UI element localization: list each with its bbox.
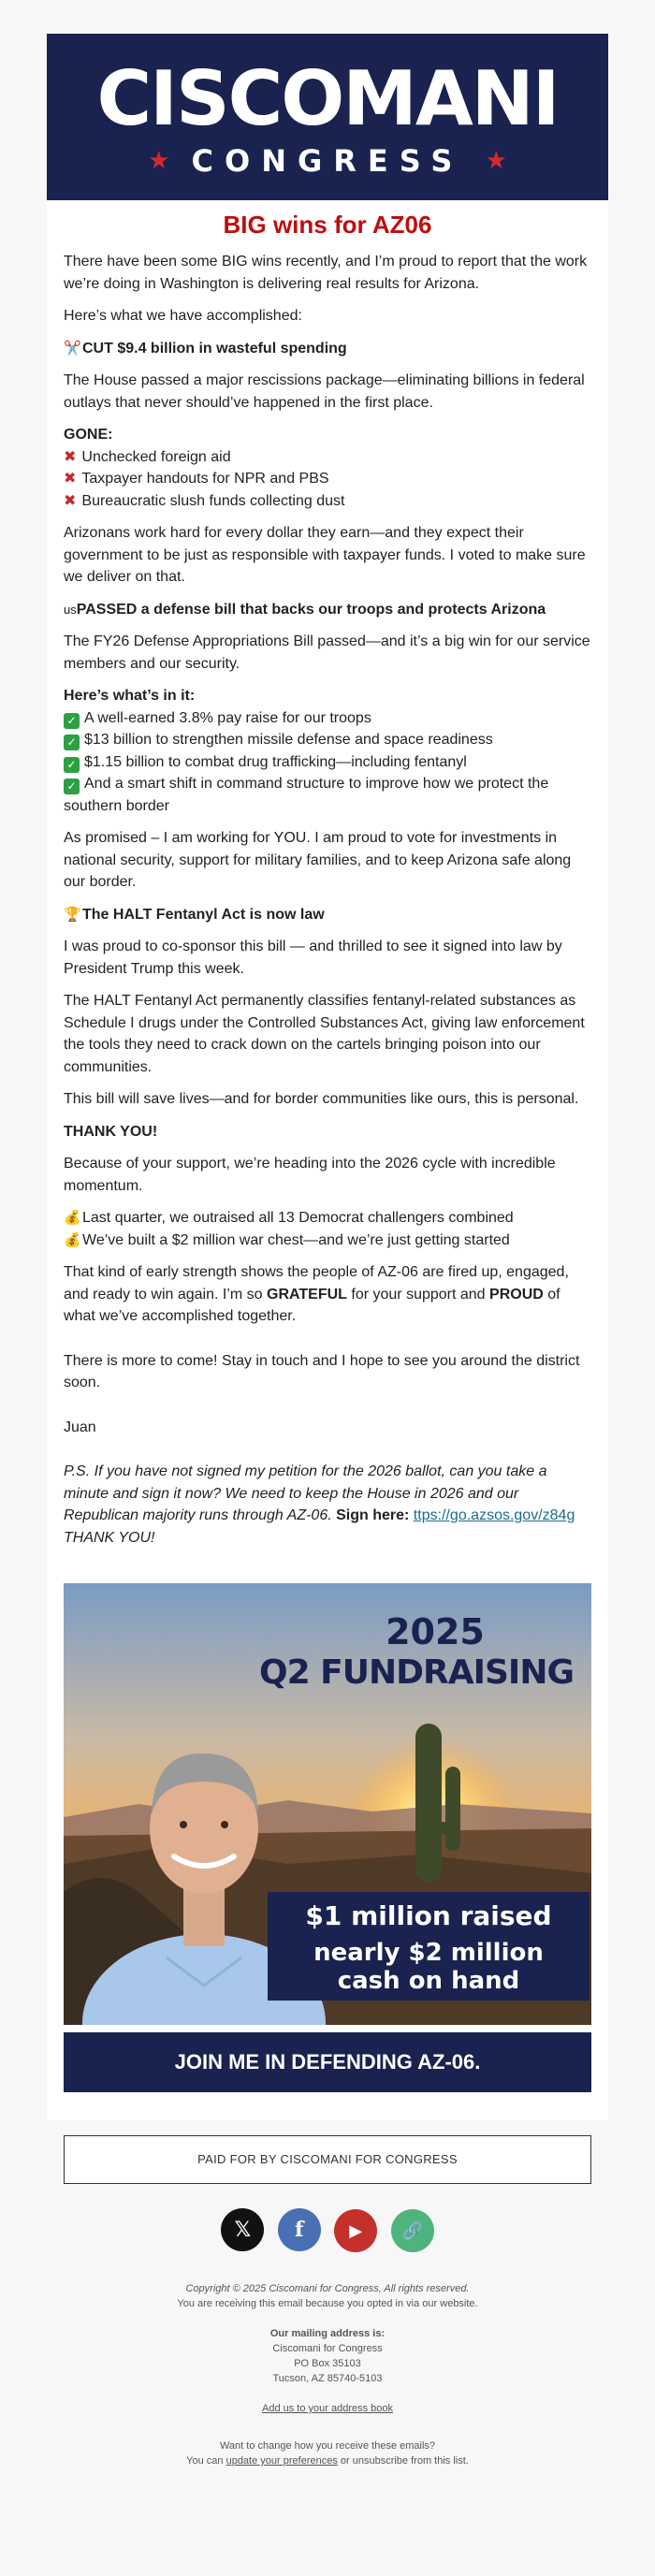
header-banner: [47, 34, 608, 200]
logo-congress: CONGRESS: [191, 143, 464, 179]
paid-for-disclaimer: PAID FOR BY CISCOMANI FOR CONGRESS: [64, 2135, 591, 2184]
add-to-addressbook-link[interactable]: Add us to your address book: [261, 2403, 394, 2414]
thanks-heading: THANK YOU!: [64, 1123, 158, 1140]
scissors-icon: ✂️: [64, 340, 81, 357]
checkmark-icon: ✓: [64, 757, 80, 773]
fundraising-list: [64, 1207, 591, 1251]
footer-address-line: Ciscomani for Congress: [272, 2343, 383, 2354]
trophy-icon: 🏆: [64, 906, 81, 923]
checkmark-icon: ✓: [64, 713, 80, 729]
ps-paragraph: P.S. If you have not signed my petition for the 2026 ballot, can you take a minute and sign it now? We need to keep the House in 2026 and our Republican majority runs through AZ-06. Sign here: ttps://go.azsos.gov/z84g THANK YOU!: [64, 1463, 575, 1546]
section-cut-heading: ✂️CUT $9.4 billion in wasteful spending: [64, 338, 591, 360]
petition-link[interactable]: ttps://go.azsos.gov/z84g: [413, 1507, 575, 1523]
section-cut-body: The House passed a major rescissions package—eliminating billions in federal outlays that never should’ve happened in the first place.: [64, 372, 585, 411]
defense-list-label: Here’s what’s in it:: [64, 688, 196, 704]
hero-cash-line1: nearly $2 million: [313, 1939, 544, 1967]
list-item: ✖ Taxpayer handouts for NPR and PBS: [64, 471, 329, 487]
footer-optin: You are receiving this email because you opted in via our website.: [177, 2298, 478, 2309]
cross-icon: ✖: [64, 492, 77, 509]
list-item: ✓ And a smart shift in command structure to improve how we protect the southern border: [64, 776, 549, 814]
update-preferences-link[interactable]: update your preferences: [226, 2455, 338, 2467]
section-defense-body: The FY26 Defense Appropriations Bill passed—and it’s a big win for our service members and our security.: [64, 633, 590, 672]
join-cta-button[interactable]: JOIN ME IN DEFENDING AZ-06.: [64, 2032, 591, 2092]
hero-cash-line2: cash on hand: [337, 1967, 520, 1995]
logo-subtitle: [47, 142, 608, 180]
hero-raised: $1 million raised: [305, 1900, 552, 1931]
email-body: [64, 251, 591, 1559]
star-icon: ★: [148, 147, 170, 175]
unsubscribe-link[interactable]: unsubscribe from this list: [352, 2455, 466, 2467]
footer-preferences-row: You can update your preferences or unsubscribe from this list.: [186, 2455, 469, 2467]
more-paragraph: There is more to come! Stay in touch and I hope to see you around the district soon.: [64, 1352, 580, 1390]
section-defense-closing: As promised – I am working for YOU. I am proud to vote for investments in national security, support for military families, and to keep Arizona safe along our border.: [64, 830, 572, 890]
logo-name: CISCOMANI: [96, 55, 559, 142]
facebook-icon[interactable]: f: [278, 2208, 321, 2251]
footer-address-line: Tucson, AZ 85740-5103: [272, 2373, 383, 2384]
section-halt-heading: 🏆The HALT Fentanyl Act is now law: [64, 904, 591, 926]
gone-label: GONE:: [64, 427, 113, 443]
hero-year: 2025: [386, 1611, 485, 1652]
footer-addressbook-row: [0, 2401, 655, 2416]
section-halt-p2: The HALT Fentanyl Act permanently classifies fentanyl-related substances as Schedule I drugs under the Controlled Substances Act, giving law enforcement the tools they need to crack down on the cartels bringing poison into our communities.: [64, 993, 585, 1075]
strength-paragraph: That kind of early strength shows the people of AZ-06 are fired up, engaged, and ready to win again. I’m so GRATEFUL for your support and PROUD of what we’ve accomplished together.: [64, 1264, 569, 1324]
section-halt-p1: I was proud to co-sponsor this bill — and thrilled to see it signed into law by President Trump this week.: [64, 939, 562, 977]
footer-copyright: Copyright © 2025 Ciscomani for Congress, All rights reserved.: [185, 2283, 470, 2294]
fundraising-hero-image[interactable]: [64, 1583, 591, 2025]
link-icon[interactable]: 🔗: [391, 2209, 434, 2252]
hero-stats-box: [268, 1892, 590, 2001]
star-icon: ★: [485, 147, 507, 175]
list-item: ✖ Unchecked foreign aid: [64, 448, 231, 465]
cross-icon: ✖: [64, 471, 77, 487]
cross-icon: ✖: [64, 448, 77, 465]
headline: BIG wins for AZ06: [223, 211, 432, 239]
checkmark-icon: ✓: [64, 735, 80, 750]
list-item: ✖ Bureaucratic slush funds collecting dust: [64, 492, 345, 509]
list-item: ✓ $1.15 billion to combat drug trafficking—including fentanyl: [64, 751, 591, 774]
hero-title: Q2 FUNDRAISING: [259, 1653, 574, 1692]
footer-change: Want to change how you receive these emails?: [219, 2440, 436, 2452]
youtube-icon[interactable]: ▶: [334, 2209, 377, 2252]
money-bag-icon: 💰: [64, 1210, 81, 1226]
footer-address-label: Our mailing address is:: [269, 2328, 386, 2339]
section-defense-heading: usPASSED a defense bill that backs our troops and protects Arizona: [64, 601, 546, 618]
x-twitter-icon[interactable]: 𝕏: [221, 2208, 264, 2251]
gone-list: [64, 446, 591, 513]
footer-address-line: PO Box 35103: [294, 2358, 361, 2369]
intro-paragraph: There have been some BIG wins recently, and I’m proud to report that the work we’re doing in Washington is delivering real results for Arizona.: [64, 254, 588, 292]
list-item: ✓ $13 billion to strengthen missile defense and space readiness: [64, 729, 591, 751]
us-flag-icon: us: [64, 602, 77, 617]
section-cut-closing: Arizonans work hard for every dollar they earn—and they expect their government to be just as responsible with taxpayer funds. I voted to make sure we deliver on that.: [64, 525, 586, 585]
list-item: 💰Last quarter, we outraised all 13 Democrat challengers combined: [64, 1207, 591, 1230]
section-halt-p3: This bill will save lives—and for border communities like ours, this is personal.: [64, 1091, 579, 1107]
list-item: ✓ A well-earned 3.8% pay raise for our troops: [64, 707, 591, 730]
list-item: 💰We’ve built a $2 million war chest—and we’re just getting started: [64, 1230, 591, 1252]
money-bag-icon: 💰: [64, 1231, 81, 1248]
accomplished-paragraph: Here’s what we have accomplished:: [64, 308, 302, 324]
checkmark-icon: ✓: [64, 779, 80, 794]
defense-list: [64, 707, 591, 818]
social-links: [0, 2208, 655, 2253]
thanks-body: Because of your support, we’re heading into the 2026 cycle with incredible momentum.: [64, 1156, 556, 1194]
signature: Juan: [64, 1419, 96, 1435]
email-card: [47, 34, 608, 2120]
